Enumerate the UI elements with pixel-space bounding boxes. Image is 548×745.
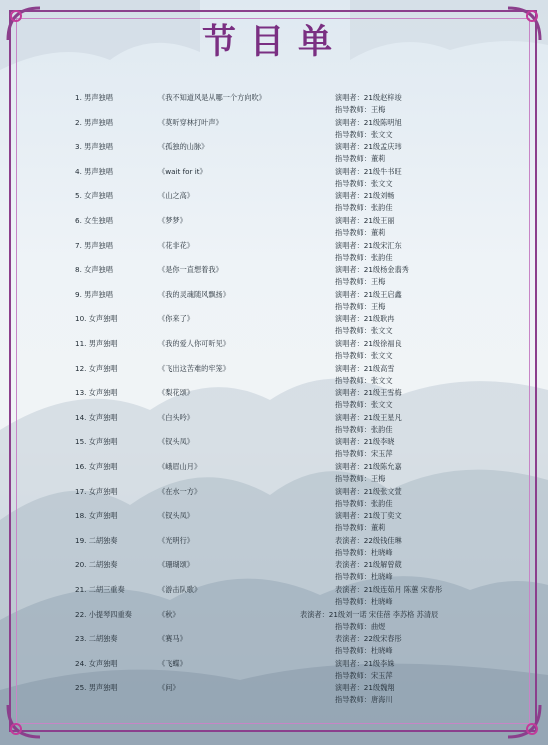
program-index: 4. 男声独唱	[75, 166, 113, 176]
program-teacher: 指导教师：曲煜	[335, 621, 386, 631]
program-title: 《是你一直想着我》	[158, 265, 223, 275]
program-performer: 演唱者：21级王启鑫	[335, 289, 402, 299]
program-row	[0, 461, 548, 485]
program-teacher: 指导教师：张文文	[335, 178, 393, 188]
program-row	[0, 92, 548, 116]
program-row	[0, 387, 548, 411]
program-index: 22. 小提琴四重奏	[75, 609, 132, 619]
program-teacher: 指导教师：董莉	[335, 154, 386, 164]
program-performer: 演唱者：21级杨金翡秀	[335, 265, 409, 275]
program-row	[0, 412, 548, 436]
program-performer: 表演者：21级解曾葳	[335, 560, 402, 570]
program-performer: 表演者：21级连茹月 陈蕙 宋春彤	[335, 585, 443, 594]
program-index: 24. 女声独唱	[75, 658, 118, 668]
program-performer: 演唱者：21级耿冉	[335, 314, 395, 324]
program-teacher: 指导教师：张韵佳	[335, 252, 393, 262]
program-title: 《山之高》	[158, 191, 194, 201]
program-teacher: 指导教师：董莉	[335, 228, 386, 237]
program-title: 《珊瑚颂》	[158, 560, 194, 570]
program-title: 《秋》	[158, 609, 180, 619]
program-index: 6. 女生独唱	[75, 216, 113, 225]
program-performer: 演唱者：21级高雪	[335, 363, 395, 373]
program-title: 《你来了》	[158, 314, 194, 324]
page-title: 节目单	[202, 22, 346, 62]
program-row	[0, 436, 548, 460]
program-row	[0, 190, 548, 214]
program-teacher: 指导教师：王梅	[335, 474, 386, 483]
program-row	[0, 363, 548, 387]
program-row	[0, 166, 548, 190]
program-title: 《问》	[158, 683, 180, 693]
program-row	[0, 240, 548, 264]
program-index: 2. 男声独唱	[75, 117, 113, 127]
program-teacher: 指导教师：杜晓峰	[335, 547, 393, 557]
program-teacher: 指导教师：宋玉萍	[335, 670, 393, 680]
program-row	[0, 682, 548, 706]
program-index: 19. 二胡独奏	[75, 535, 118, 545]
program-index: 18. 女声独唱	[75, 511, 118, 521]
program-row	[0, 633, 548, 657]
program-row	[0, 535, 548, 559]
program-teacher: 指导教师：张文文	[335, 400, 393, 410]
program-index: 10. 女声独唱	[75, 314, 118, 324]
program-index: 1. 男声独唱	[75, 93, 113, 102]
program-row	[0, 313, 548, 337]
program-teacher: 指导教师：张韵佳	[335, 498, 393, 508]
program-index: 21. 二胡三重奏	[75, 585, 125, 594]
program-title: 《梨花颂》	[158, 388, 194, 398]
program-index: 23. 二胡独奏	[75, 634, 118, 644]
program-row	[0, 658, 548, 682]
program-title: 《梦梦》	[158, 216, 187, 225]
program-title: 《花非花》	[158, 240, 194, 250]
program-teacher: 指导教师：张文文	[335, 129, 393, 139]
program-index: 13. 女声独唱	[75, 388, 118, 398]
program-row	[0, 141, 548, 165]
program-performer: 演唱者：21级陈明旭	[335, 117, 402, 127]
program-performer: 演唱者：21级赵梓竣	[335, 93, 402, 102]
program-title: 《在水一方》	[158, 486, 202, 496]
program-title: 《莫听穿林打叶声》	[158, 117, 223, 127]
program-index: 16. 女声独唱	[75, 462, 118, 471]
program-teacher: 指导教师：王梅	[335, 277, 386, 287]
program-row	[0, 559, 548, 583]
program-title: 《白头吟》	[158, 412, 194, 422]
program-index: 5. 女声独唱	[75, 191, 113, 201]
program-index: 7. 男声独唱	[75, 240, 113, 250]
program-teacher: 指导教师：杜晓峰	[335, 597, 393, 606]
program-title: 《我不知道风是从哪一个方向吹》	[158, 93, 266, 102]
program-index: 12. 女声独唱	[75, 363, 118, 373]
program-performer: 表演者：22级钱佳琳	[335, 535, 402, 545]
program-teacher: 指导教师：宋玉萍	[335, 449, 393, 459]
program-title: 《我的灵魂随风飘扬》	[158, 289, 230, 299]
program-row	[0, 584, 548, 608]
program-title: 《钗头凤》	[158, 437, 194, 447]
program-index: 11. 男声独唱	[75, 339, 118, 348]
program-index: 3. 男声独唱	[75, 142, 113, 152]
program-title: 《飞出这苦难的牢笼》	[158, 363, 230, 373]
program-teacher: 指导教师：董莉	[335, 523, 386, 533]
program-row	[0, 338, 548, 362]
program-index: 20. 二胡独奏	[75, 560, 118, 570]
program-row	[0, 264, 548, 288]
program-performer: 表演者：21级刘一诺 宋佳蓓 李苏格 苏清辰	[300, 609, 439, 619]
program-performer: 演唱者：21级孟庆玮	[335, 142, 402, 152]
program-performer: 演唱者：21级王雪梅	[335, 388, 402, 398]
program-title: 《飞蝶》	[158, 658, 187, 668]
program-title: 《峨眉山月》	[158, 462, 202, 471]
program-row	[0, 486, 548, 510]
program-row	[0, 289, 548, 313]
program-teacher: 指导教师：张文文	[335, 351, 393, 360]
program-teacher: 指导教师：杜晓峰	[335, 646, 393, 656]
program-index: 9. 男声独唱	[75, 289, 113, 299]
program-performer: 演唱者：21级李姝	[335, 658, 395, 668]
program-performer: 演唱者：21级李晓	[335, 437, 395, 447]
program-index: 15. 女声独唱	[75, 437, 118, 447]
program-performer: 表演者：22级宋春彤	[335, 634, 402, 644]
program-teacher: 指导教师：杜晓峰	[335, 572, 393, 582]
program-performer: 演唱者：21级张文萱	[335, 486, 402, 496]
program-performer: 演唱者：21级王星凡	[335, 412, 402, 422]
program-title: 《孤独的山脉》	[158, 142, 209, 152]
program-teacher: 指导教师：王梅	[335, 301, 386, 311]
program-title: 《游击队歌》	[158, 585, 202, 594]
program-teacher: 指导教师：王梅	[335, 105, 386, 114]
program-performer: 演唱者：21级陈允嘉	[335, 462, 402, 471]
program-teacher: 指导教师：张文文	[335, 375, 393, 385]
program-index: 14. 女声独唱	[75, 412, 118, 422]
program-performer: 演唱者：21级魏翔	[335, 683, 395, 693]
program-row	[0, 117, 548, 141]
program-row	[0, 510, 548, 534]
program-title: 《我的爱人你可听见》	[158, 339, 230, 348]
program-performer: 演唱者：21级刘畅	[335, 191, 395, 201]
program-teacher: 指导教师：张韵佳	[335, 203, 393, 213]
program-performer: 演唱者：21级徐福良	[335, 339, 402, 348]
program-performer: 演唱者：21级丁奕文	[335, 511, 402, 521]
program-performer: 演唱者：21级牛书旺	[335, 166, 402, 176]
program-title: 《赛马》	[158, 634, 187, 644]
program-title: 《wait for it》	[158, 166, 207, 176]
program-index: 17. 女声独唱	[75, 486, 118, 496]
program-teacher: 指导教师：唐海川	[335, 695, 393, 705]
program-teacher: 指导教师：张文文	[335, 326, 393, 336]
program-title: 《钗头凤》	[158, 511, 194, 521]
program-row	[0, 609, 548, 633]
program-row	[0, 215, 548, 239]
program-performer: 演唱者：21级王丽	[335, 216, 395, 225]
program-teacher: 指导教师：张韵佳	[335, 424, 393, 434]
program-index: 8. 女声独唱	[75, 265, 113, 275]
program-title: 《光明行》	[158, 535, 194, 545]
program-index: 25. 男声独唱	[75, 683, 118, 693]
program-performer: 演唱者：21级宋汇东	[335, 240, 402, 250]
